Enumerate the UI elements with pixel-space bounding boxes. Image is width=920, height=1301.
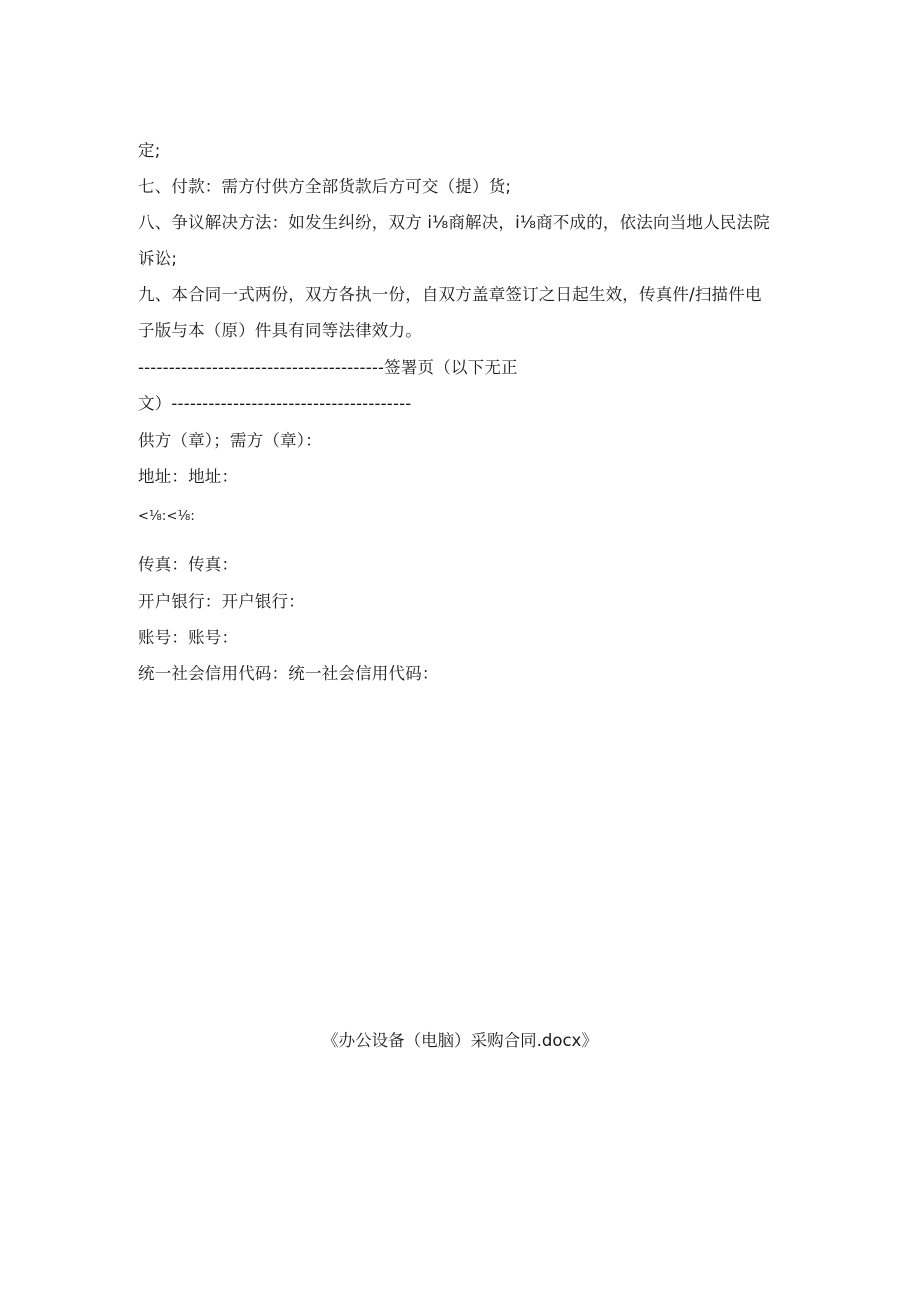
clause-nine-copies: 九、本合同一式两份，双方各执一份，自双方盖章签订之日起生效，传真件/扫描件电 (138, 285, 762, 304)
sig-account-line: 账号：账号： (138, 628, 239, 647)
clause-eight-dispute: 八、争议解决方法：如发生纠纷，双方 i⅛商解决，i⅛商不成的，依法向当地人民法院 (138, 213, 770, 232)
signature-page-divider: ----------------------------------------签署页（以下无正 (138, 358, 518, 377)
text-line-continuation: 定; (138, 141, 161, 160)
clause-nine-copies-cont: 子版与本（原）件具有同等法律效力。 (138, 321, 422, 340)
sig-credit-code-line: 统一社会信用代码：统一社会信用代码： (138, 664, 439, 683)
clause-eight-dispute-cont: 诉讼; (138, 249, 178, 268)
sig-address-line: 地址：地址： (138, 467, 239, 486)
sig-bank-line: 开户银行：开户银行： (138, 592, 305, 611)
signature-page-divider-cont: 文）--------------------------------------- (138, 394, 412, 413)
sig-seal-line: 供方（章）；需方（章）： (138, 431, 322, 450)
sig-garbled-line: <⅛:<⅛: (138, 509, 195, 524)
document-footer-title: 《办公设备（电脑）采购合同.docx》 (322, 1031, 598, 1050)
clause-seven-payment: 七、付款：需方付供方全部货款后方可交（提）货; (138, 177, 512, 196)
sig-fax-line: 传真：传真： (138, 555, 239, 574)
